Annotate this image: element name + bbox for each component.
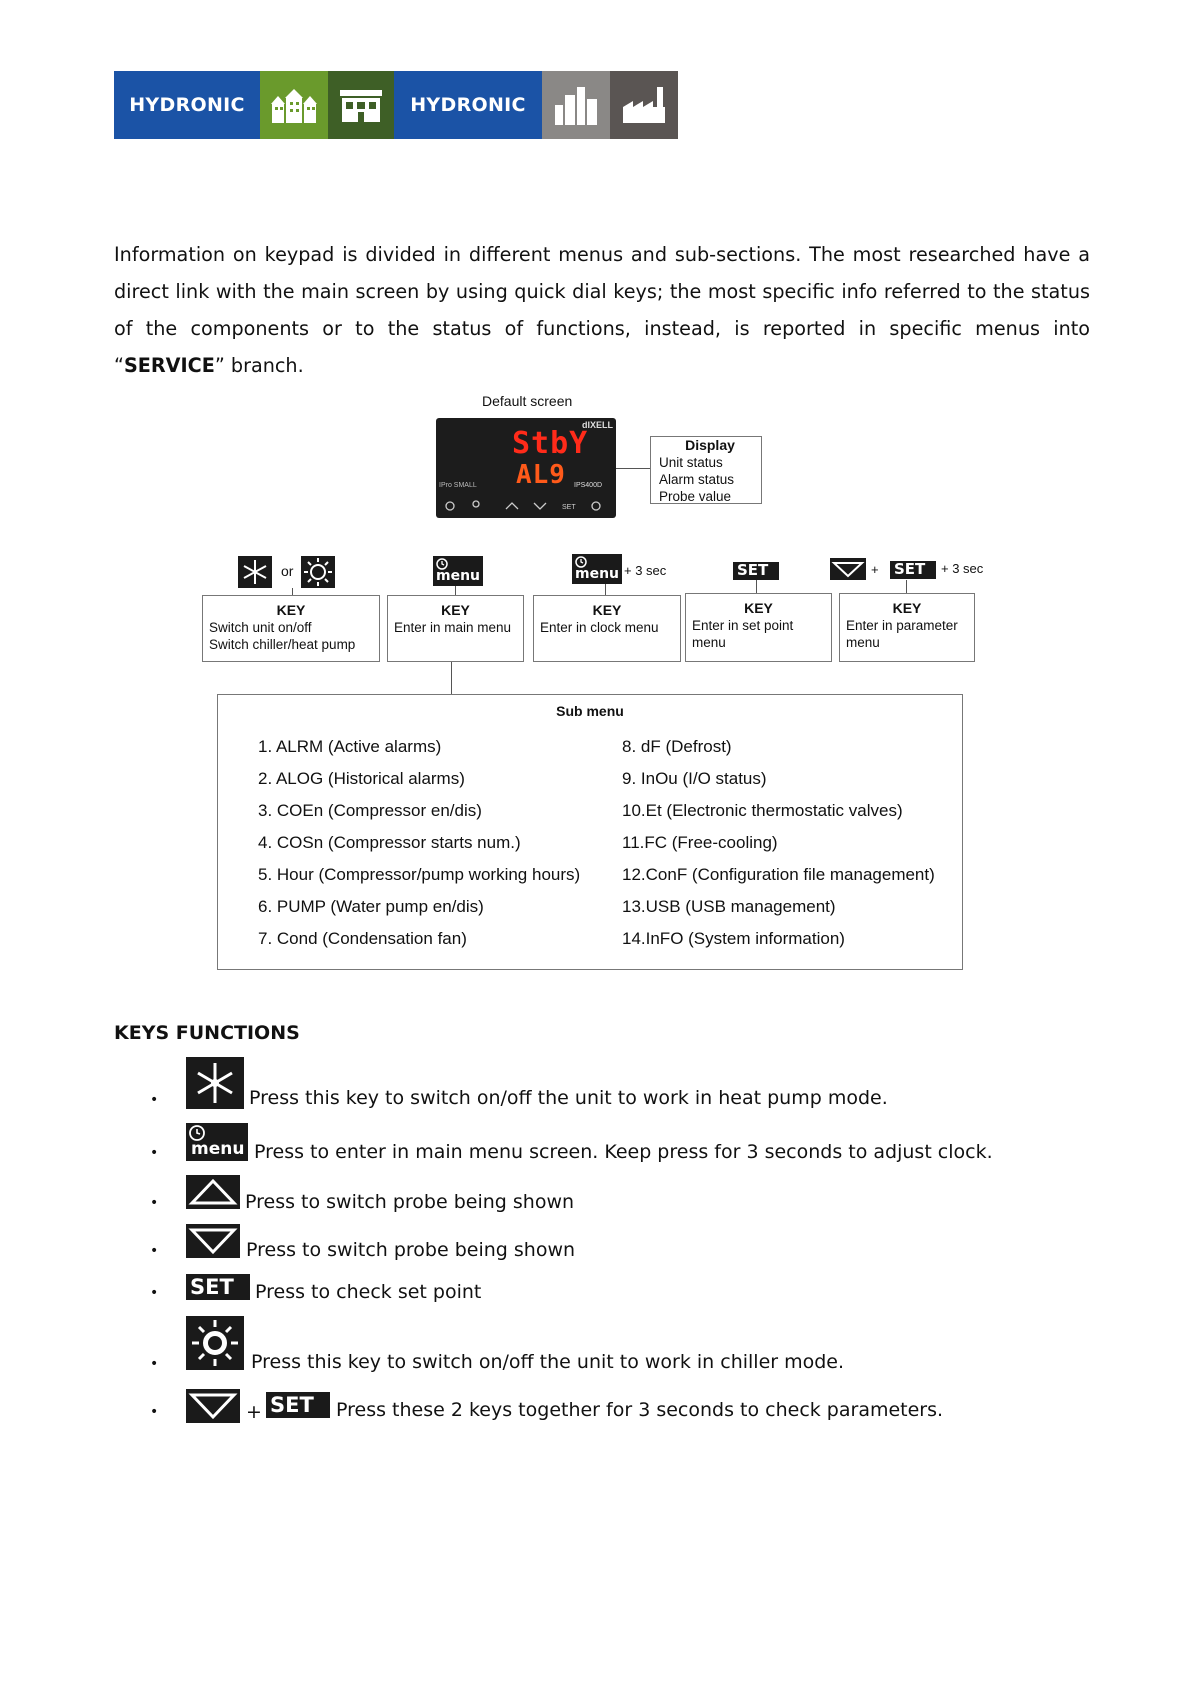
submenu-item: 6. PUMP (Water pump en/dis) <box>258 897 484 916</box>
submenu-right-column <box>622 731 935 955</box>
submenu-item: 7. Cond (Condensation fan) <box>258 929 467 948</box>
key-title: KEY <box>441 602 470 618</box>
sun-icon <box>301 556 335 588</box>
submenu-item: 10.Et (Electronic thermostatic valves) <box>622 801 903 820</box>
key-desc: menu <box>692 635 726 650</box>
or-label: or <box>281 563 294 579</box>
controller-buttons <box>444 498 608 514</box>
set-icon-label: SET <box>894 560 926 578</box>
key-title: KEY <box>744 600 773 616</box>
down-arrow-icon <box>186 1224 240 1258</box>
connector-submenu <box>451 662 452 694</box>
key-function-text: Press to switch probe being shown <box>245 1191 575 1213</box>
key-function-text: Press these 2 keys together for 3 seconds to check parameters. <box>336 1399 944 1421</box>
submenu-item: 1. ALRM (Active alarms) <box>258 737 442 756</box>
bullet: • <box>150 1356 159 1372</box>
intro-paragraph <box>114 236 1090 384</box>
header-banner <box>114 71 678 139</box>
plus-label: + <box>871 562 879 577</box>
down-arrow-icon <box>186 1389 240 1423</box>
key-desc: Switch chiller/heat pump <box>209 637 356 652</box>
snowflake-icon <box>186 1057 244 1109</box>
connector <box>605 584 606 595</box>
brand-left-text: HYDRONIC <box>129 94 245 116</box>
key-title: KEY <box>276 602 306 618</box>
shop-icon <box>328 71 394 139</box>
key-box-parameter <box>839 593 975 662</box>
connector <box>455 586 456 595</box>
key-function-text: Press to enter in main menu screen. Keep press for 3 seconds to adjust clock. <box>254 1141 993 1163</box>
submenu-item: 13.USB (USB management) <box>622 897 836 916</box>
submenu-item: 3. COEn (Compressor en/dis) <box>258 801 482 820</box>
keys-functions-title: KEYS FUNCTIONS <box>114 1022 300 1044</box>
submenu-item: 11.FC (Free-cooling) <box>622 833 778 852</box>
set-icon-label: SET <box>270 1393 314 1417</box>
submenu-left-column <box>258 731 580 955</box>
bullet: • <box>150 1243 159 1259</box>
sun-icon <box>186 1316 244 1370</box>
connector <box>906 580 907 593</box>
snowflake-icon <box>238 556 272 588</box>
submenu-title: Sub menu <box>556 703 624 719</box>
key-box-onoff <box>202 595 380 662</box>
key-title: KEY <box>892 600 922 616</box>
bullet: • <box>150 1145 159 1161</box>
connector <box>292 588 293 595</box>
brand-left <box>114 71 260 139</box>
display-line2: AL9 <box>516 460 566 490</box>
bullet: • <box>150 1195 159 1211</box>
set-icon-label: SET <box>190 1275 234 1299</box>
clock-menu-icon <box>572 554 622 584</box>
submenu-item: 8. dF (Defrost) <box>622 737 732 756</box>
bullet: • <box>150 1092 159 1108</box>
key-desc: Enter in main menu <box>394 620 512 635</box>
display-box-title: Display <box>685 437 735 453</box>
controller-small: IPro SMALL <box>439 482 477 489</box>
display-box-line: Alarm status <box>659 472 735 487</box>
connector-display <box>616 468 650 469</box>
set-icon <box>186 1274 250 1300</box>
set-icon-label: SET <box>737 561 769 579</box>
menu-icon-label: menu <box>436 568 481 584</box>
display-box-line: Probe value <box>659 489 732 504</box>
menu-icon <box>186 1123 248 1161</box>
key-desc: Enter in set point <box>692 618 794 633</box>
key-desc: menu <box>846 635 880 650</box>
menu-icon <box>433 556 483 586</box>
default-screen-label: Default screen <box>482 393 573 409</box>
down-arrow-icon <box>830 558 866 580</box>
key-function-text: Press this key to switch on/off the unit to work in heat pump mode. <box>249 1087 888 1109</box>
factory-icon <box>610 71 678 139</box>
city-icon <box>542 71 610 139</box>
houses-icon <box>260 71 328 139</box>
key-function-text: Press this key to switch on/off the unit to work in chiller mode. <box>251 1351 845 1373</box>
intro-bold-service: SERVICE <box>123 354 215 377</box>
svg-text:SET: SET <box>562 504 576 511</box>
key-box-main-menu <box>387 595 524 662</box>
submenu-item: 14.InFO (System information) <box>622 929 845 948</box>
bullet: • <box>150 1404 159 1420</box>
submenu-item: 4. COSn (Compressor starts num.) <box>258 833 521 852</box>
key-title: KEY <box>592 602 622 618</box>
key-desc: Enter in parameter <box>846 618 958 633</box>
key-box-clock-menu <box>533 595 681 662</box>
display-line1: StbY <box>512 426 589 461</box>
key-desc: Switch unit on/off <box>209 620 312 635</box>
set-icon <box>733 562 779 580</box>
controller-brand: dIXELL <box>582 420 613 430</box>
clock-menu-icon-label: menu <box>575 566 620 582</box>
set-icon <box>266 1392 330 1418</box>
display-box-line: Unit status <box>659 455 723 470</box>
submenu-item: 12.ConF (Configuration file management) <box>622 865 935 884</box>
key-desc: Enter in clock menu <box>540 620 659 635</box>
key-box-set-point <box>685 593 832 662</box>
brand-right <box>394 71 542 139</box>
controller-model: IPS400D <box>574 482 603 489</box>
controller-display <box>436 418 616 518</box>
set-icon <box>890 561 936 579</box>
submenu-item: 2. ALOG (Historical alarms) <box>258 769 465 788</box>
up-arrow-icon <box>186 1175 240 1209</box>
plus-3sec-label: + 3 sec <box>624 563 667 578</box>
intro-text: Information on keypad is divided in different menus and sub-sections. The most researched have a direct link with the main screen by using quick dial keys; the most specific info referred to the status of the components or to the status of functions, instead, is reported in specific menus into “ <box>114 243 1090 377</box>
display-info-box <box>650 436 762 504</box>
brand-right-text: HYDRONIC <box>410 94 526 116</box>
key-function-text: Press to check set point <box>255 1281 482 1303</box>
submenu-item: 9. InOu (I/O status) <box>622 769 767 788</box>
menu-icon-label: menu <box>191 1139 245 1159</box>
submenu-item: 5. Hour (Compressor/pump working hours) <box>258 865 581 884</box>
connector <box>756 580 757 593</box>
submenu-box <box>217 694 963 970</box>
plus-3sec-label: + 3 sec <box>941 561 984 576</box>
intro-text-end: ” branch. <box>214 354 304 377</box>
plus-label: + <box>246 1401 262 1423</box>
bullet: • <box>150 1285 159 1301</box>
key-function-text: Press to switch probe being shown <box>246 1239 576 1261</box>
